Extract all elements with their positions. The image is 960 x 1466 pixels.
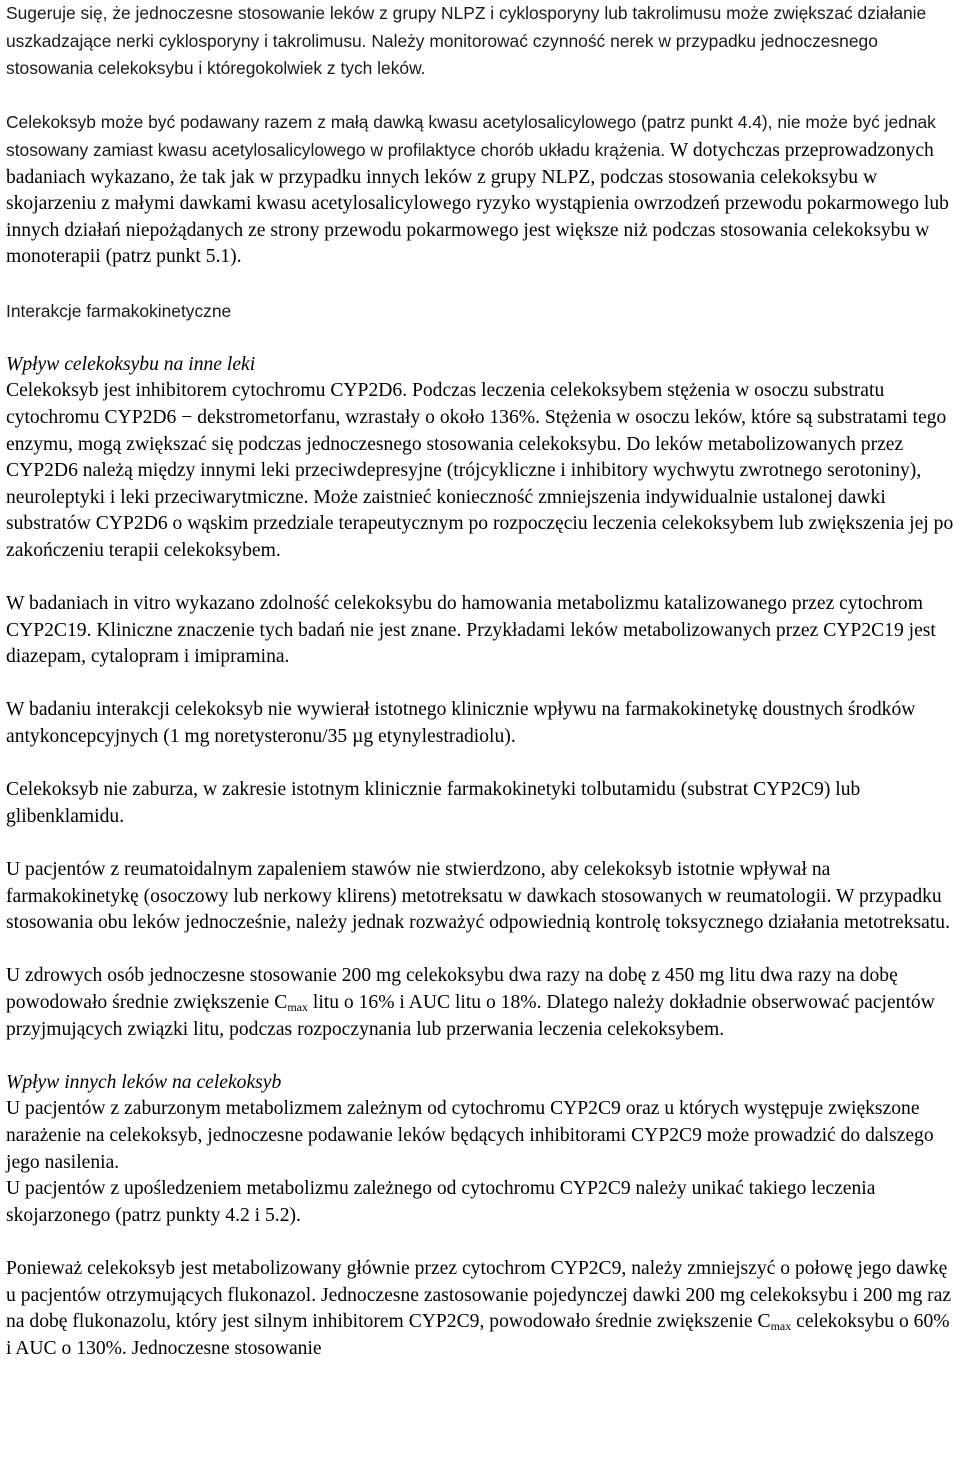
paragraph-nsaid-cyclosporine <box>6 0 956 83</box>
section-heading-pharmacokinetic <box>6 298 956 326</box>
paragraph-tolbutamide <box>6 777 956 830</box>
paragraph-text: celekoksybu o 60% i AUC o 130%. Jednoczesne stosowanie <box>6 1311 950 1359</box>
paragraph-text: U zdrowych osób jednoczesne stosowanie 200 mg celekoksybu dwa razy na dobę z 450 mg litu dwa razy na dobę powodowało średnie zwiększenie C <box>6 965 898 1013</box>
paragraph-fluconazole <box>6 1256 956 1362</box>
paragraph-aspirin <box>6 109 956 271</box>
paragraph-text: U pacjentów z zaburzonym metabolizmem zależnym od cytochromu CYP2C9 oraz u których występuje zwiększone narażenie na celekoksyb, jednoczesne podawanie leków będących inhibitorami CYP2C9 może prowadzić do dalszego jego nasilenia. <box>6 1098 934 1173</box>
subheading-effect-on-other-drugs <box>6 352 956 379</box>
paragraph-text: Sugeruje się, że jednoczesne stosowanie leków z grupy NLPZ i cyklosporyny lub takrolimusu może zwiększać działanie uszkadzające nerki cyklosporyny i takrolimusu. Należy monitorować czynność nerek w przypadku jednoczesnego stosowania celekoksybu i któregokolwiek z tych leków. <box>6 3 927 79</box>
paragraph-text: U pacjentów z reumatoidalnym zapaleniem stawów nie stwierdzono, aby celekoksyb istotnie wpływał na farmakokinetykę (osoczowy lub nerkowy klirens) metotreksatu w dawkach stosowanych w reumatologii. W przypadku stosowania obu leków jednocześnie, należy jednak rozważyć odpowiednią kontrolę toksycznego działania metotreksatu. <box>6 859 950 934</box>
paragraph-text: litu o 16% i AUC litu o 18%. Dlatego należy dokładnie obserwować pacjentów przyjmujących związki litu, podczas rozpoczynania lub przerwania leczenia celekoksybem. <box>6 991 935 1040</box>
subscript: max <box>287 999 308 1014</box>
subheading-text: Wpływ celekoksybu na inne leki <box>6 353 256 375</box>
subheading-text: Wpływ innych leków na celekoksyb <box>6 1071 282 1093</box>
paragraph-text: Celekoksyb jest inhibitorem cytochromu CYP2D6. Podczas leczenia celekoksybem stężenia w osoczu substratu cytochromu CYP2D6 − dekstrometorfanu, wzrastały o około 136%. Stężenia w osoczu leków, które są substratami tego enzymu, mogą zwiększać się podczas jednoczesnego stosowania celekoksybu. Do leków metabolizowanych przez CYP2D6 należą między innymi leki przeciwdepresyjne (trójcykliczne i inhibitory wychwytu zwrotnego serotoniny), neuroleptyki i leki przeciwarytmiczne. Może zaistnieć konieczność zmniejszenia indywidualnie ustalonej dawki substratów CYP2D6 o wąskim przedziale terapeutycznym po rozpoczęciu leczenia celekoksybem lub zwiększenia jej po zakończeniu terapii celekoksybem. <box>6 380 954 561</box>
paragraph-text: W badaniu interakcji celekoksyb nie wywierał istotnego klinicznie wpływu na farmakokinetykę doustnych środków antykoncepcyjnych (1 mg noretysteronu/35 µg etynylestradiolu). <box>6 699 916 748</box>
paragraph-cyp2d6 <box>6 378 956 564</box>
paragraph-text: Ponieważ celekoksyb jest metabolizowany głównie przez cytochrom CYP2C9, należy zmniejszyć o połowę jego dawkę u pacjentów otrzymujących flukonazol. Jednoczesne zastosowanie pojedynczej dawki 200 mg celekoksybu i 200 mg raz na dobę flukonazolu, który jest silnym inhibitorem CYP2C9, powodowało średnie zwiększenie C <box>6 1257 952 1333</box>
paragraph-cyp2c9-inhibitors <box>6 1096 956 1176</box>
paragraph-methotrexate <box>6 857 956 937</box>
paragraph-text: U pacjentów z upośledzeniem metabolizmu zależnego od cytochromu CYP2C9 należy unikać takiego leczenia skojarzonego (patrz punkty 4.2 i 5.2). <box>6 1178 876 1226</box>
paragraph-cyp2c19 <box>6 591 956 671</box>
paragraph-text: Celekoksyb nie zaburza, w zakresie istotnym klinicznie farmakokinetyki tolbutamidu (substrat CYP2C9) lub glibenklamidu. <box>6 779 861 827</box>
subscript: max <box>770 1319 792 1334</box>
subheading-effect-of-other-drugs <box>6 1070 956 1097</box>
paragraph-contraceptives <box>6 697 956 750</box>
paragraph-cyp2c9-impaired <box>6 1176 956 1229</box>
paragraph-lithium <box>6 963 956 1043</box>
paragraph-text: Celekoksyb może być podawany razem z małą dawką kwasu acetylosalicylowego (patrz punkt 4.4), nie może być jednak stosowany zamiast kwasu acetylosalicylowego w profilaktyce chorób układu krążenia. <box>6 112 936 160</box>
paragraph-text: W badaniach in vitro wykazano zdolność celekoksybu do hamowania metabolizmu katalizowanego przez cytochrom CYP2C19. Kliniczne znaczenie tych badań nie jest znane. Przykładami leków metabolizowanych przez CYP2C19 jest diazepam, cytalopram i imipramina. <box>6 593 936 668</box>
paragraph-text: W dotychczas przeprowadzonych badaniach wykazano, że tak jak w przypadku innych leków z grupy NLPZ, podczas stosowania celekoksybu w skojarzeniu z małymi dawkami kwasu acetylosalicylowego ryzyko wystąpienia owrzodzeń przewodu pokarmowego lub innych działań niepożądanych ze strony przewodu pokarmowego jest większe niż podczas stosowania celekoksybu w monoterapii (patrz punkt 5.1). <box>6 139 949 268</box>
heading-text: Interakcje farmakokinetyczne <box>6 300 232 321</box>
